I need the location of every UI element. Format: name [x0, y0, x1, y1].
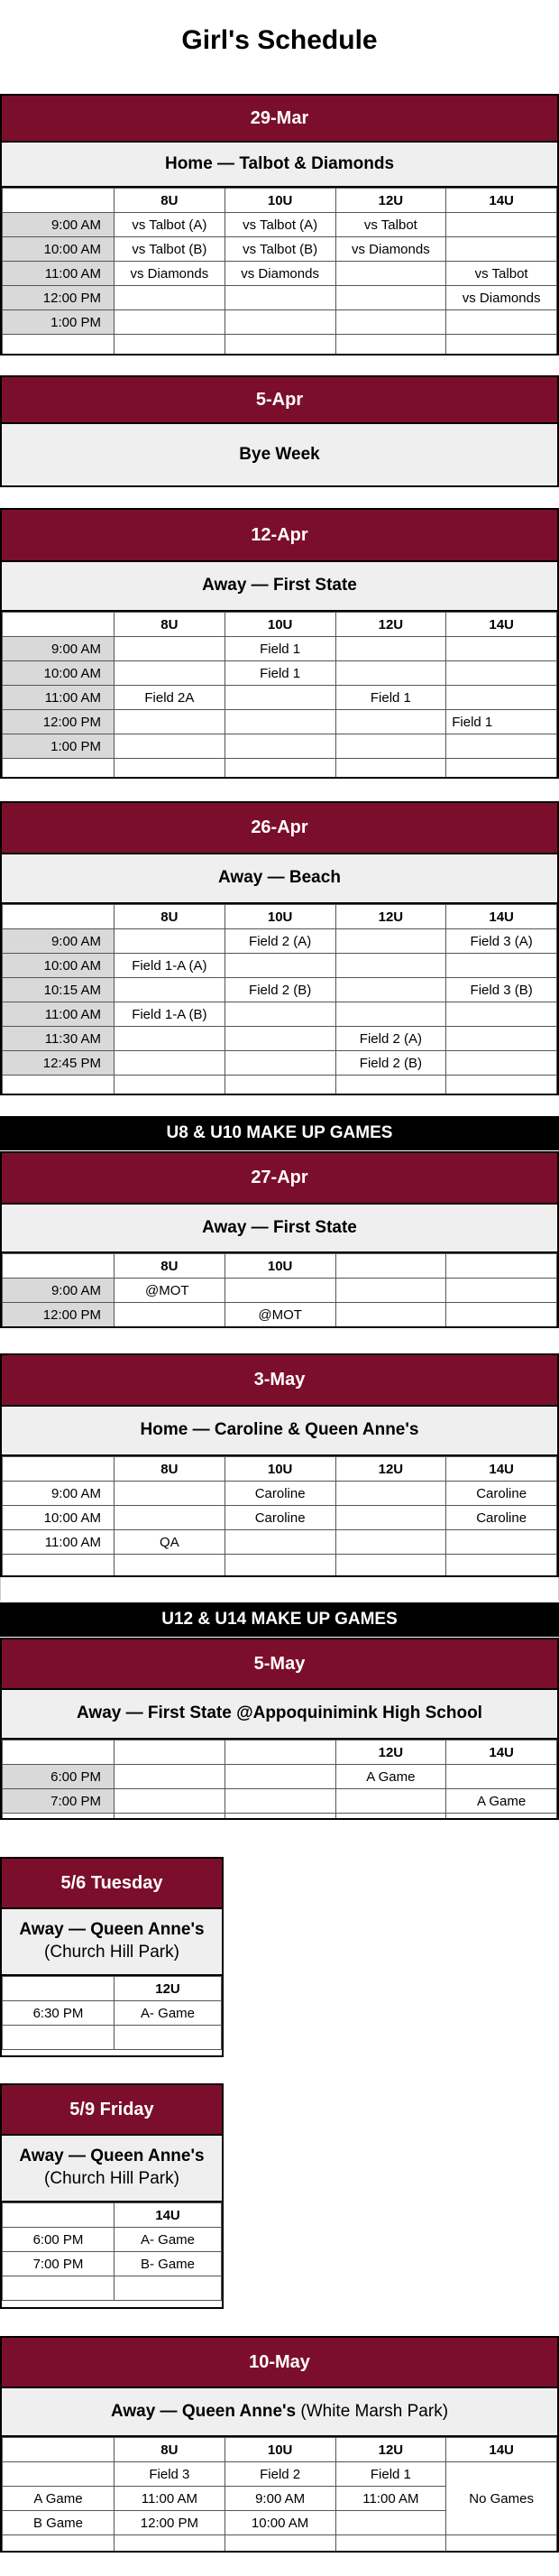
schedule-table	[2, 1740, 557, 1820]
game-cell	[115, 1506, 225, 1530]
schedule-mar29	[0, 94, 559, 355]
game-cell	[225, 1002, 335, 1027]
no-games-cell: No Games	[446, 2462, 557, 2535]
col-header: 14U	[115, 2203, 222, 2228]
location-text: Home — Caroline & Queen Anne's	[140, 1420, 419, 1440]
game-cell	[225, 310, 335, 335]
col-header: 10U	[225, 613, 335, 637]
schedule-table	[2, 904, 557, 1095]
game-cell: vs Talbot	[335, 213, 446, 237]
time-cell: 11:00 AM	[3, 1002, 115, 1027]
field-row	[3, 2462, 557, 2487]
time-cell: 11:00 AM	[3, 262, 115, 286]
time-cell: 11:00 AM	[3, 686, 115, 710]
game-cell	[335, 734, 446, 759]
corner-cell	[3, 905, 115, 929]
game-cell	[115, 978, 225, 1002]
table-row	[3, 929, 557, 954]
game-cell	[446, 1027, 557, 1051]
col-header: 12U	[335, 1457, 446, 1482]
location-header	[2, 2136, 222, 2202]
game-cell	[225, 1051, 335, 1076]
page-title: Girl's Schedule	[181, 25, 378, 55]
location-header	[2, 1205, 557, 1253]
table-row	[3, 2001, 222, 2026]
game-cell: 11:00 AM	[335, 2487, 446, 2511]
col-header: 8U	[115, 905, 225, 929]
time-cell: 12:00 PM	[3, 286, 115, 310]
blank-row	[3, 1076, 557, 1096]
corner-cell	[3, 1457, 115, 1482]
game-cell	[335, 1002, 446, 1027]
game-cell	[335, 286, 446, 310]
game-cell	[115, 1482, 225, 1506]
location-header	[2, 854, 557, 904]
game-cell: Caroline	[225, 1506, 335, 1530]
schedule-table	[2, 2202, 222, 2301]
game-cell	[446, 637, 557, 661]
game-cell	[225, 686, 335, 710]
schedule-apr26	[0, 801, 559, 1095]
blank-row	[3, 2026, 222, 2050]
game-cell: 9:00 AM	[225, 2487, 335, 2511]
location-header	[2, 562, 557, 612]
schedule-may6	[0, 1857, 224, 2057]
game-cell	[335, 310, 446, 335]
field-cell: Field 3	[115, 2462, 225, 2487]
game-cell	[115, 1765, 225, 1789]
game-cell: 11:00 AM	[115, 2487, 225, 2511]
location-text: Home — Talbot & Diamonds	[164, 153, 395, 173]
time-cell: 9:00 AM	[3, 637, 115, 661]
corner-cell	[3, 2438, 115, 2462]
col-header: 12U	[335, 189, 446, 213]
game-cell: A Game	[446, 1789, 557, 1814]
col-header: 8U	[115, 1254, 225, 1279]
game-cell: Caroline	[225, 1482, 335, 1506]
game-cell	[225, 1765, 335, 1789]
schedule-may5	[0, 1638, 559, 1820]
time-cell: 10:00 AM	[3, 1506, 115, 1530]
schedule-table	[2, 1976, 222, 2050]
schedule-table	[2, 1253, 557, 1327]
game-cell	[115, 734, 225, 759]
schedule-may3	[0, 1353, 559, 1577]
col-header: 10U	[225, 189, 335, 213]
schedule-table	[2, 612, 557, 779]
col-header: 10U	[225, 905, 335, 929]
game-cell	[446, 661, 557, 686]
header-row	[3, 2438, 557, 2462]
corner-cell	[3, 1254, 115, 1279]
location-text: Away — Queen Anne's	[19, 1920, 205, 1940]
schedule-table	[2, 1456, 557, 1577]
game-cell	[335, 1303, 446, 1327]
game-cell: Field 3 (B)	[446, 978, 557, 1002]
date-header: 5/9 Friday	[2, 2085, 222, 2136]
table-row	[3, 661, 557, 686]
location-text: Bye Week	[239, 444, 320, 464]
location-text: Away — Queen Anne's	[110, 2401, 297, 2421]
col-header: 14U	[446, 1740, 557, 1765]
game-cell: QA	[115, 1530, 225, 1555]
game-cell: Caroline	[446, 1482, 557, 1506]
schedule-may9	[0, 2083, 224, 2309]
location-text: Away — Beach	[218, 868, 341, 888]
date-header: 5-Apr	[2, 377, 557, 424]
game-label-cell: B Game	[3, 2511, 115, 2535]
header-row	[3, 1740, 557, 1765]
game-cell	[446, 1303, 557, 1327]
game-cell	[446, 1051, 557, 1076]
game-cell: Field 2 (A)	[225, 929, 335, 954]
game-cell: A Game	[335, 1765, 446, 1789]
location-text: Away — First State	[202, 576, 357, 596]
table-row	[3, 310, 557, 335]
corner-cell	[3, 1977, 115, 2001]
game-cell: Field 2A	[115, 686, 225, 710]
time-cell: 7:00 PM	[3, 2252, 115, 2276]
game-cell: Field 3 (A)	[446, 929, 557, 954]
field-cell: Field 2	[225, 2462, 335, 2487]
game-cell	[115, 286, 225, 310]
corner-cell	[3, 2462, 115, 2487]
table-row	[3, 1303, 557, 1327]
table-row	[3, 262, 557, 286]
col-header: 14U	[446, 189, 557, 213]
corner-cell	[3, 613, 115, 637]
col-header: 12U	[335, 1740, 446, 1765]
makeup-banner-u8-u10: U8 & U10 MAKE UP GAMES	[0, 1116, 559, 1150]
time-cell: 1:00 PM	[3, 310, 115, 335]
game-cell: A- Game	[115, 2228, 222, 2252]
header-row	[3, 1457, 557, 1482]
corner-cell	[3, 2203, 115, 2228]
table-row	[3, 1765, 557, 1789]
time-cell: 10:15 AM	[3, 978, 115, 1002]
game-cell: vs Talbot (B)	[115, 237, 225, 262]
game-cell	[335, 1482, 446, 1506]
location-header	[2, 424, 557, 485]
schedule-apr5	[0, 375, 559, 487]
col-header	[446, 1254, 557, 1279]
game-cell	[335, 929, 446, 954]
location-header	[2, 1909, 222, 1976]
schedule-table	[2, 2437, 557, 2553]
game-cell	[446, 1002, 557, 1027]
time-cell: 9:00 AM	[3, 929, 115, 954]
game-cell	[335, 978, 446, 1002]
time-cell: 11:30 AM	[3, 1027, 115, 1051]
location-header	[2, 1407, 557, 1456]
table-row	[3, 1279, 557, 1303]
date-header: 27-Apr	[2, 1153, 557, 1205]
header-row	[3, 1254, 557, 1279]
game-cell	[115, 661, 225, 686]
time-cell: 10:00 AM	[3, 661, 115, 686]
game-cell: Field 1-A (A)	[115, 954, 225, 978]
location-header	[2, 143, 557, 188]
date-header: 26-Apr	[2, 803, 557, 854]
table-row	[3, 1002, 557, 1027]
location-header	[2, 2388, 557, 2437]
table-row	[3, 978, 557, 1002]
time-cell: 10:00 AM	[3, 954, 115, 978]
col-header: 8U	[115, 189, 225, 213]
game-cell	[446, 213, 557, 237]
blank-row	[3, 1814, 557, 1821]
game-cell	[335, 2511, 446, 2535]
game-cell	[225, 1530, 335, 1555]
table-row	[3, 2252, 222, 2276]
corner-cell	[3, 1740, 115, 1765]
table-row	[3, 1051, 557, 1076]
game-cell: vs Talbot (B)	[225, 237, 335, 262]
col-header: 12U	[335, 2438, 446, 2462]
table-row	[3, 734, 557, 759]
game-cell: B- Game	[115, 2252, 222, 2276]
time-cell: 12:00 PM	[3, 710, 115, 734]
header-row	[3, 1977, 222, 2001]
game-cell	[225, 734, 335, 759]
header-row	[3, 2203, 222, 2228]
game-cell	[225, 1789, 335, 1814]
table-row	[3, 954, 557, 978]
game-cell: Field 1	[446, 710, 557, 734]
makeup-banner-u12-u14: U12 & U14 MAKE UP GAMES	[0, 1602, 559, 1637]
game-cell: 10:00 AM	[225, 2511, 335, 2535]
time-cell: 12:00 PM	[3, 1303, 115, 1327]
blank-row	[3, 335, 557, 356]
game-cell	[335, 1506, 446, 1530]
blank-row	[3, 2276, 222, 2301]
game-cell	[446, 1765, 557, 1789]
game-cell	[115, 1027, 225, 1051]
table-row	[3, 1027, 557, 1051]
game-cell	[225, 1279, 335, 1303]
game-cell: A- Game	[115, 2001, 222, 2026]
time-cell: 11:00 AM	[3, 1530, 115, 1555]
table-row	[3, 1482, 557, 1506]
col-header: 10U	[225, 1254, 335, 1279]
game-cell	[115, 710, 225, 734]
game-cell	[225, 286, 335, 310]
table-row	[3, 286, 557, 310]
game-cell	[446, 686, 557, 710]
game-cell	[335, 1789, 446, 1814]
game-cell	[115, 929, 225, 954]
game-cell: vs Talbot	[446, 262, 557, 286]
game-cell	[115, 1303, 225, 1327]
header-row	[3, 905, 557, 929]
location-text: Away — First State	[202, 1217, 357, 1237]
header-row	[3, 189, 557, 213]
col-header: 14U	[446, 1457, 557, 1482]
time-cell: 6:00 PM	[3, 1765, 115, 1789]
game-cell	[446, 237, 557, 262]
col-header	[335, 1254, 446, 1279]
game-cell: Field 1-A (B)	[115, 1002, 225, 1027]
col-header: 12U	[335, 613, 446, 637]
game-cell	[446, 954, 557, 978]
game-cell	[115, 1051, 225, 1076]
game-cell: Field 1	[225, 637, 335, 661]
col-header	[225, 1740, 335, 1765]
table-row	[3, 1530, 557, 1555]
time-cell: 1:00 PM	[3, 734, 115, 759]
game-cell	[335, 710, 446, 734]
col-header: 10U	[225, 2438, 335, 2462]
location-subtext: (Church Hill Park)	[44, 1943, 179, 1962]
date-header: 12-Apr	[2, 510, 557, 562]
game-cell: Field 1	[225, 661, 335, 686]
game-cell: @MOT	[115, 1279, 225, 1303]
field-cell: Field 1	[335, 2462, 446, 2487]
schedule-table	[2, 188, 557, 355]
table-row	[3, 710, 557, 734]
game-cell	[225, 710, 335, 734]
game-cell	[335, 1279, 446, 1303]
game-cell	[335, 661, 446, 686]
table-row	[3, 2228, 222, 2252]
date-header: 10-May	[2, 2338, 557, 2388]
game-cell: vs Diamonds	[115, 262, 225, 286]
game-cell: Field 2 (A)	[335, 1027, 446, 1051]
game-cell	[446, 1530, 557, 1555]
date-header: 29-Mar	[2, 96, 557, 143]
table-row	[3, 637, 557, 661]
date-header: 3-May	[2, 1355, 557, 1407]
col-header: 8U	[115, 613, 225, 637]
col-header: 14U	[446, 905, 557, 929]
blank-row	[3, 2535, 557, 2553]
game-cell	[335, 954, 446, 978]
schedule-apr12	[0, 508, 559, 779]
col-header: 14U	[446, 613, 557, 637]
game-cell: vs Talbot (A)	[115, 213, 225, 237]
game-cell: Field 2 (B)	[335, 1051, 446, 1076]
game-cell: Caroline	[446, 1506, 557, 1530]
location-text: Away — Queen Anne's	[19, 2147, 205, 2166]
time-cell: 9:00 AM	[3, 1279, 115, 1303]
location-subtext: (White Marsh Park)	[296, 2401, 449, 2421]
table-row	[3, 1506, 557, 1530]
time-cell: 10:00 AM	[3, 237, 115, 262]
game-cell: vs Talbot (A)	[225, 213, 335, 237]
game-cell: Field 2 (B)	[225, 978, 335, 1002]
time-cell: 6:30 PM	[3, 2001, 115, 2026]
game-cell: @MOT	[225, 1303, 335, 1327]
game-cell	[115, 1789, 225, 1814]
time-cell: 9:00 AM	[3, 1482, 115, 1506]
time-cell: 9:00 AM	[3, 213, 115, 237]
table-row	[3, 686, 557, 710]
game-cell	[335, 637, 446, 661]
time-cell: 7:00 PM	[3, 1789, 115, 1814]
col-header: 12U	[115, 1977, 222, 2001]
game-cell	[446, 734, 557, 759]
game-cell	[115, 310, 225, 335]
game-cell: vs Diamonds	[225, 262, 335, 286]
game-cell	[335, 262, 446, 286]
col-header: 8U	[115, 1457, 225, 1482]
time-cell: 6:00 PM	[3, 2228, 115, 2252]
game-cell	[225, 1027, 335, 1051]
game-label-cell: A Game	[3, 2487, 115, 2511]
col-header: 10U	[225, 1457, 335, 1482]
col-header: 14U	[446, 2438, 557, 2462]
col-header: 8U	[115, 2438, 225, 2462]
date-header: 5/6 Tuesday	[2, 1859, 222, 1909]
game-cell: Field 1	[335, 686, 446, 710]
table-row	[3, 1789, 557, 1814]
col-header: 12U	[335, 905, 446, 929]
game-cell	[446, 1279, 557, 1303]
game-cell	[225, 954, 335, 978]
spacer-row	[0, 1577, 559, 1601]
date-header: 5-May	[2, 1639, 557, 1690]
table-row	[3, 237, 557, 262]
game-cell	[335, 1530, 446, 1555]
game-cell: vs Diamonds	[335, 237, 446, 262]
col-header	[115, 1740, 225, 1765]
blank-row	[3, 759, 557, 780]
game-cell: 12:00 PM	[115, 2511, 225, 2535]
header-row	[3, 613, 557, 637]
blank-row	[3, 1555, 557, 1578]
location-header	[2, 1690, 557, 1740]
corner-cell	[3, 189, 115, 213]
game-cell	[115, 637, 225, 661]
game-cell: vs Diamonds	[446, 286, 557, 310]
location-text: Away — First State @Appoquinimink High School	[77, 1703, 482, 1723]
schedule-may10	[0, 2336, 559, 2553]
schedule-apr27	[0, 1151, 559, 1328]
time-cell: 12:45 PM	[3, 1051, 115, 1076]
game-cell	[446, 310, 557, 335]
table-row	[3, 213, 557, 237]
location-subtext: (Church Hill Park)	[44, 2169, 179, 2188]
